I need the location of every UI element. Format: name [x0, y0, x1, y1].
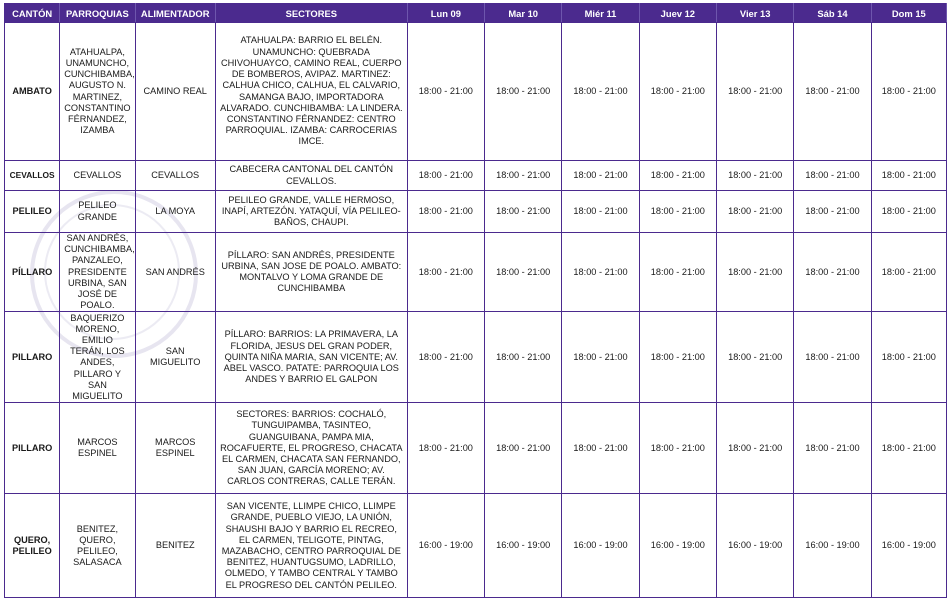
- sectores-cell: PÍLLARO: SAN ANDRÉS, PRESIDENTE URBINA, SAN JOSE DE POALO. AMBATO: MONTALVO Y LOMA GRANDE DE CUNCHIBAMBA: [215, 233, 407, 312]
- time-cell: 18:00 - 21:00: [407, 312, 484, 403]
- time-cell: 18:00 - 21:00: [562, 312, 639, 403]
- time-cell: 18:00 - 21:00: [717, 312, 794, 403]
- time-cell: 18:00 - 21:00: [871, 312, 946, 403]
- canton-cell: PILLARO: [5, 312, 60, 403]
- header-mar: Mar 10: [485, 4, 562, 23]
- time-cell: 18:00 - 21:00: [485, 233, 562, 312]
- header-mie: Miér 11: [562, 4, 639, 23]
- time-cell: 18:00 - 21:00: [871, 403, 946, 494]
- time-cell: 18:00 - 21:00: [717, 191, 794, 233]
- alimentador-cell: CAMINO REAL: [135, 23, 215, 161]
- header-row: [5, 4, 947, 23]
- time-cell: 18:00 - 21:00: [794, 233, 871, 312]
- sectores-cell: SAN VICENTE, LLIMPE CHICO, LLIMPE GRANDE, PUEBLO VIEJO, LA UNIÓN, SHAUSHI BAJO Y BARRIO EL RECREO, EL CARMEN, TELIGOTE, PINTAG, MAZABACHO, CENTRO PARROQUIAL DE BENITEZ, HUANTUGSUMO, LADRILLO, OLMEDO, Y TAMBO CENTRAL Y TAMBO EL PROGRESO DEL CANTÓN PELILEO.: [215, 494, 407, 598]
- time-cell: 18:00 - 21:00: [717, 23, 794, 161]
- canton-cell: QUERO, PELILEO: [5, 494, 60, 598]
- time-cell: 18:00 - 21:00: [485, 191, 562, 233]
- table-row: [5, 494, 947, 598]
- time-cell: 18:00 - 21:00: [639, 161, 716, 191]
- time-cell: 18:00 - 21:00: [794, 312, 871, 403]
- parroquias-cell: PELILEO GRANDE: [60, 191, 135, 233]
- time-cell: 18:00 - 21:00: [407, 23, 484, 161]
- parroquias-cell: BAQUERIZO MORENO, EMILIO TERÁN, LOS ANDES, PILLARO Y SAN MIGUELITO: [60, 312, 135, 403]
- time-cell: 18:00 - 21:00: [871, 191, 946, 233]
- header-alimentador: ALIMENTADOR: [135, 4, 215, 23]
- table-row: [5, 161, 947, 191]
- table-row: [5, 233, 947, 312]
- header-parroquias: PARROQUIAS: [60, 4, 135, 23]
- time-cell: 18:00 - 21:00: [794, 161, 871, 191]
- time-cell: 18:00 - 21:00: [485, 312, 562, 403]
- time-cell: 18:00 - 21:00: [562, 23, 639, 161]
- header-dom: Dom 15: [871, 4, 946, 23]
- time-cell: 18:00 - 21:00: [794, 23, 871, 161]
- time-cell: 18:00 - 21:00: [562, 233, 639, 312]
- time-cell: 18:00 - 21:00: [407, 233, 484, 312]
- time-cell: 18:00 - 21:00: [871, 233, 946, 312]
- time-cell: 18:00 - 21:00: [562, 161, 639, 191]
- time-cell: 18:00 - 21:00: [407, 161, 484, 191]
- time-cell: 18:00 - 21:00: [639, 312, 716, 403]
- header-jue: Juev 12: [639, 4, 716, 23]
- time-cell: 18:00 - 21:00: [794, 403, 871, 494]
- header-sectores: SECTORES: [215, 4, 407, 23]
- time-cell: 16:00 - 19:00: [871, 494, 946, 598]
- canton-cell: PÍLLARO: [5, 233, 60, 312]
- alimentador-cell: MARCOS ESPINEL: [135, 403, 215, 494]
- table-row: [5, 403, 947, 494]
- table-row: [5, 191, 947, 233]
- time-cell: 18:00 - 21:00: [562, 403, 639, 494]
- time-cell: 16:00 - 19:00: [717, 494, 794, 598]
- header-canton: CANTÓN: [5, 4, 60, 23]
- sectores-cell: CABECERA CANTONAL DEL CANTÓN CEVALLOS.: [215, 161, 407, 191]
- time-cell: 18:00 - 21:00: [407, 191, 484, 233]
- alimentador-cell: CEVALLOS: [135, 161, 215, 191]
- header-sab: Sáb 14: [794, 4, 871, 23]
- time-cell: 18:00 - 21:00: [639, 403, 716, 494]
- time-cell: 18:00 - 21:00: [871, 161, 946, 191]
- time-cell: 18:00 - 21:00: [407, 403, 484, 494]
- time-cell: 18:00 - 21:00: [717, 403, 794, 494]
- alimentador-cell: LA MOYA: [135, 191, 215, 233]
- table-row: [5, 312, 947, 403]
- canton-cell: PELILEO: [5, 191, 60, 233]
- time-cell: 18:00 - 21:00: [639, 191, 716, 233]
- alimentador-cell: SAN MIGUELITO: [135, 312, 215, 403]
- time-cell: 18:00 - 21:00: [485, 23, 562, 161]
- time-cell: 18:00 - 21:00: [562, 191, 639, 233]
- sectores-cell: PELILEO GRANDE, VALLE HERMOSO, INAPÍ, ARTEZÓN. YATAQUÍ, VÍA PELILEO-BAÑOS, CHAUPI.: [215, 191, 407, 233]
- time-cell: 18:00 - 21:00: [794, 191, 871, 233]
- parroquias-cell: MARCOS ESPINEL: [60, 403, 135, 494]
- header-lun: Lun 09: [407, 4, 484, 23]
- time-cell: 16:00 - 19:00: [794, 494, 871, 598]
- alimentador-cell: BENITEZ: [135, 494, 215, 598]
- time-cell: 18:00 - 21:00: [485, 403, 562, 494]
- alimentador-cell: SAN ANDRÉS: [135, 233, 215, 312]
- outage-schedule-table: [4, 3, 947, 598]
- time-cell: 18:00 - 21:00: [717, 161, 794, 191]
- table-row: [5, 23, 947, 161]
- time-cell: 18:00 - 21:00: [639, 23, 716, 161]
- canton-cell: PILLARO: [5, 403, 60, 494]
- sectores-cell: ATAHUALPA: BARRIO EL BELÉN. UNAMUNCHO: QUEBRADA CHIVOHUAYCO, CAMINO REAL, CUERPO DE BOMBEROS, AVIPAZ. MARTINEZ: CALHUA CHICO, CALHUA, EL CALVARIO, SAMANGA BAJO, IMPORTADORA ALVARADO. CUNCHIBAMBA: LA LINDERA. CONSTANTINO FÉRNANDEZ: CENTRO PARROQUIAL. IZAMBA: CARROCERIAS IMCE.: [215, 23, 407, 161]
- parroquias-cell: BENITEZ, QUERO, PELILEO, SALASACA: [60, 494, 135, 598]
- canton-cell: AMBATO: [5, 23, 60, 161]
- time-cell: 16:00 - 19:00: [562, 494, 639, 598]
- time-cell: 18:00 - 21:00: [871, 23, 946, 161]
- time-cell: 16:00 - 19:00: [407, 494, 484, 598]
- parroquias-cell: SAN ANDRÉS, CUNCHIBAMBA, PANZALEO, PRESIDENTE URBINA, SAN JOSÉ DE POALO.: [60, 233, 135, 312]
- parroquias-cell: ATAHUALPA, UNAMUNCHO, CUNCHIBAMBA, AUGUSTO N. MARTINEZ, CONSTANTINO FÉRNANDEZ, IZAMBA: [60, 23, 135, 161]
- canton-cell: CEVALLOS: [5, 161, 60, 191]
- parroquias-cell: CEVALLOS: [60, 161, 135, 191]
- time-cell: 16:00 - 19:00: [485, 494, 562, 598]
- time-cell: 18:00 - 21:00: [485, 161, 562, 191]
- sectores-cell: SECTORES: BARRIOS: COCHALÓ, TUNGUIPAMBA, TASINTEO, GUANGUIBANA, PAMPA MIA, ROCAFUERTE, EL PROGRESO, CHACATA EL CARMEN, CHACATA SAN FERNANDO, SAN JUAN, GARCÍA MORENO; AV. CARLOS CONTRERAS, CALLE TERÁN.: [215, 403, 407, 494]
- time-cell: 18:00 - 21:00: [639, 233, 716, 312]
- header-vie: Vier 13: [717, 4, 794, 23]
- time-cell: 18:00 - 21:00: [717, 233, 794, 312]
- time-cell: 16:00 - 19:00: [639, 494, 716, 598]
- sectores-cell: PÍLLARO: BARRIOS: LA PRIMAVERA, LA FLORIDA, JESUS DEL GRAN PODER, QUINTA NIÑA MARIA, SAN VICENTE; AV. ABEL VASCO. PATATE: PARROQUIA LOS ANDES Y BARRIO EL GALPON: [215, 312, 407, 403]
